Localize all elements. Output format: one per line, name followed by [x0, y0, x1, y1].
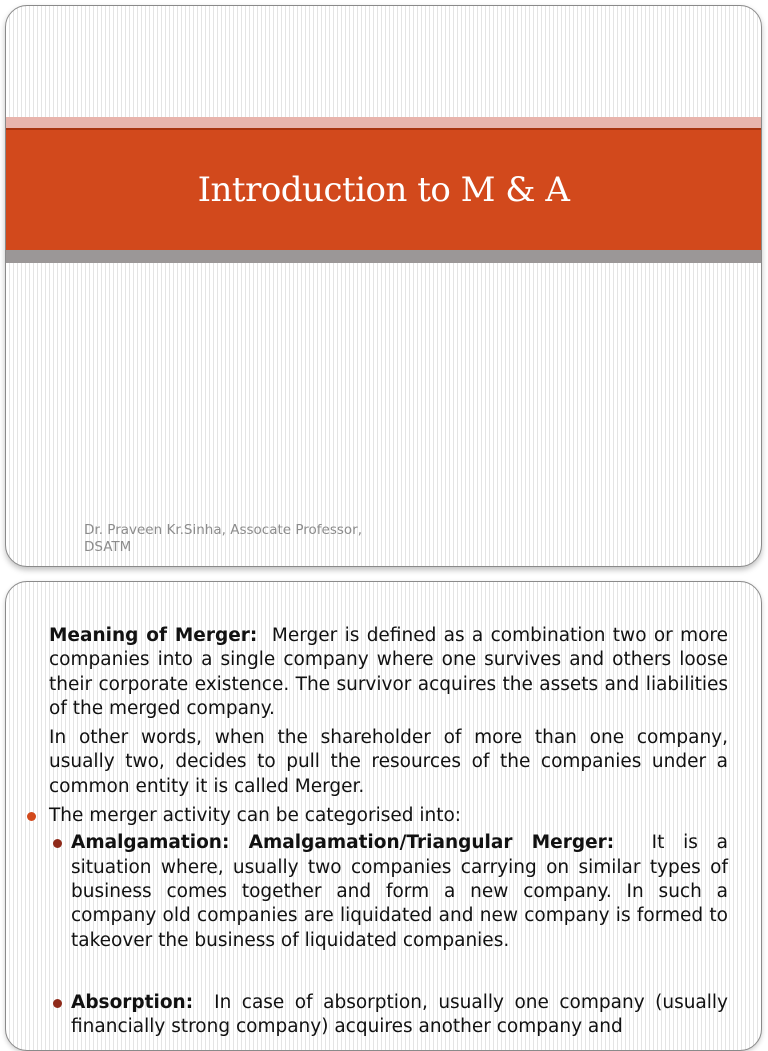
- title-bottom-stripe: [6, 250, 761, 263]
- slide-title: Introduction to M & A: [197, 170, 570, 210]
- absorption-label: Absorption:: [71, 991, 194, 1013]
- subtitle-author: Dr. Praveen Kr.Sinha, Assocate Professor,: [84, 522, 362, 538]
- amalgamation-label: Amalgamation: Amalgamation/Triangular Merger:: [71, 832, 615, 854]
- merger-meaning-text: Merger is defined as a combination two or more companies into a single company where one survives and others loose their corporate existence. The survivor acquires the assets and liabilities of the merged company.: [49, 625, 728, 719]
- title-top-stripe: [6, 117, 761, 128]
- sub-bullet-dot-icon: [53, 999, 62, 1008]
- content-slide: [5, 581, 762, 1051]
- amalgamation-text: It is a situation where, usually two companies carrying on similar types of business comes together and form a new company. In such a company old companies are liquidated and new company is formed to takeover the business of liquidated companies.: [71, 832, 728, 951]
- other-words-paragraph: In other words, when the shareholder of more than one company, usually two, decides to pull the resources of the companies under a common entity it is called Merger.: [49, 727, 728, 797]
- absorption-item: [71, 991, 728, 1040]
- bullet-dot-icon: [27, 812, 36, 821]
- subtitle-institution: DSATM: [84, 539, 132, 555]
- spacer: [49, 953, 728, 991]
- merger-meaning-label: Meaning of Merger:: [49, 625, 258, 646]
- title-band: [6, 128, 761, 250]
- amalgamation-item: [71, 831, 728, 952]
- absorption-text: In case of absorption, usually one company (usually financially strong company) acquires another company and: [71, 991, 728, 1038]
- slide-subtitle: [84, 522, 424, 556]
- title-slide: [5, 5, 762, 567]
- merger-meaning-paragraph: [49, 624, 728, 721]
- merger-categories-bullet: [49, 804, 728, 828]
- sub-bullet-dot-icon: [53, 839, 62, 848]
- slide-body: [49, 624, 728, 1039]
- merger-categories-text: The merger activity can be categorised into:: [49, 805, 462, 827]
